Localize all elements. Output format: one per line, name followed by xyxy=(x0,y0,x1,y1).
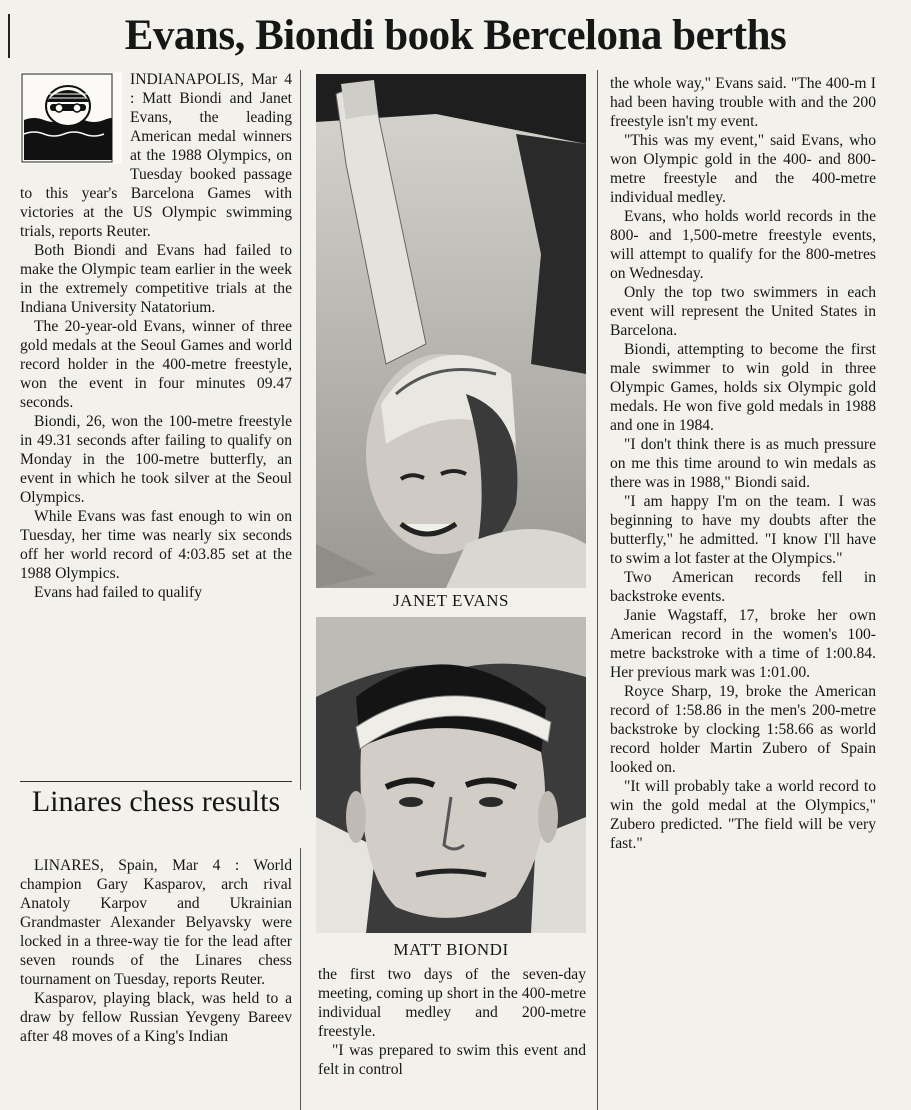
article-paragraph: "I don't think there is as much pressure on me this time around to win medals as there was in 1988," Biondi said. xyxy=(610,436,876,491)
photo-janet-evans xyxy=(316,74,586,588)
article-paragraph: Kasparov, playing black, was held to a draw by fellow Russian Yevgeny Bareev after 48 moves of a King's Indian xyxy=(20,990,292,1045)
column-divider xyxy=(597,70,598,1110)
article-paragraph: the first two days of the seven-day meeting, coming up short in the 400-metre individual medley and 200-metre freestyle. xyxy=(318,966,586,1040)
article-paragraph: "It will probably take a world record to win the gold medal at the Olympics," Zubero predicted. "The field will be very fast." xyxy=(610,778,876,852)
article-column-1 xyxy=(20,70,292,778)
article-paragraph: Biondi, attempting to become the first male swimmer to win gold in three Olympic Games, holds six Olympic gold medals. He won five gold medals in 1988 and one in 1984. xyxy=(610,341,876,434)
article-paragraph: Two American records fell in backstroke events. xyxy=(610,569,876,605)
article-paragraph: Biondi, 26, won the 100-metre freestyle in 49.31 seconds after failing to qualify on Monday in the 100-metre butterfly, an event in which he took silver at the Seoul Olympics. xyxy=(20,413,292,506)
article-paragraph: INDIANAPOLIS, Mar 4 : Matt Biondi and Janet Evans, the leading American medal winners at the 1988 Olympics, on Tuesday booked passage to this year's Barcelona Games with victories at the US Olympic swimming trials, reports Reuter. xyxy=(20,71,292,240)
article-paragraph: Royce Sharp, 19, broke the American record of 1:58.86 in the men's 200-metre backstroke by clocking 1:58.66 as world record holder Martin Zubero of Spain looked on. xyxy=(610,683,876,776)
article-paragraph: Evans, who holds world records in the 800- and 1,500-metre freestyle events, will attempt to qualify for the 800-metres on Wednesday. xyxy=(610,208,876,282)
article-paragraph: "I was prepared to swim this event and felt in control xyxy=(318,1042,586,1078)
article-paragraph: The 20-year-old Evans, winner of three gold medals at the Seoul Games and world record holder in the 400-metre freestyle, won the event in four minutes 09.47 seconds. xyxy=(20,318,292,411)
article-paragraph: Only the top two swimmers in each event will represent the United States in Barcelona. xyxy=(610,284,876,339)
article-column-2 xyxy=(318,965,586,1110)
section-divider xyxy=(20,781,292,782)
swimmer-logo xyxy=(20,72,122,164)
article-column-3 xyxy=(610,74,876,1108)
article-paragraph: Both Biondi and Evans had failed to make the Olympic team earlier in the week in the extremely competitive trials at the Indiana University Natatorium. xyxy=(20,242,292,316)
article-paragraph: the whole way," Evans said. "The 400-m I had been having trouble with and the 200 freestyle isn't my event. xyxy=(610,75,876,130)
article-paragraph: "I am happy I'm on the team. I was beginning to have my doubts after the butterfly," he admitted. "I know I'll have to swim a lot faster at the Olympics." xyxy=(610,493,876,567)
page-headline: Evans, Biondi book Bercelona berths xyxy=(124,12,787,59)
article-paragraph: "This was my event," said Evans, who won Olympic gold in the 400- and 800-metre freestyle and the 400-metre individual medley. xyxy=(610,132,876,206)
column-divider xyxy=(300,70,301,790)
column-divider xyxy=(300,848,301,1110)
article-paragraph: While Evans was fast enough to win on Tuesday, her time was nearly six seconds off her world record of 4:03.85 set at the 1988 Olympics. xyxy=(20,508,292,582)
photo-caption-evans: JANET EVANS xyxy=(393,591,509,610)
photo-matt-biondi xyxy=(316,617,586,933)
photo-caption-biondi: MATT BIONDI xyxy=(393,940,509,959)
article-paragraph: LINARES, Spain, Mar 4 : World champion Gary Kasparov, arch rival Anatoly Karpov and Ukrainian Grandmaster Alexander Belyavsky were locked in a three-way tie for the lead after seven rounds of the Linares chess tournament on Tuesday, reports Reuter. xyxy=(20,857,292,988)
chess-headline: Linares chess results xyxy=(31,785,281,818)
article-paragraph: Evans had failed to qualify xyxy=(34,584,203,601)
chess-article xyxy=(20,856,292,1110)
swimmer-icon xyxy=(20,72,122,164)
article-paragraph: Janie Wagstaff, 17, broke her own American record in the women's 100-metre backstroke with a time of 1:00.84. Her previous mark was 1:01.00. xyxy=(610,607,876,681)
